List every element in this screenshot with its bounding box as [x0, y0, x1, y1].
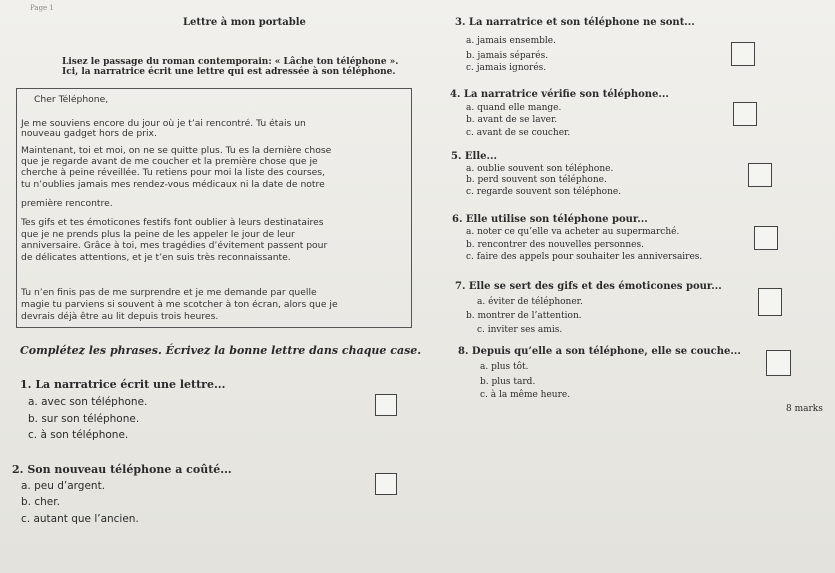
q5-option-c: c. regarde souvent son téléphone. [466, 187, 622, 197]
letter-title: Lettre à mon portable [183, 17, 306, 28]
q2-option-c: c. autant que l’ancien. [21, 513, 139, 525]
question-6: 6. Elle utilise son téléphone pour... [452, 214, 648, 225]
letter-p2-line: cherche à peine réveillée. Tu retiens pour moi la liste des courses, [21, 167, 325, 178]
q4-option-a: a. quand elle mange. [466, 103, 562, 113]
page-tag: Page 1 [30, 4, 54, 12]
question-3: 3. La narratrice et son téléphone ne sont... [455, 17, 695, 28]
question-1: 1. La narratrice écrit une lettre... [20, 378, 226, 391]
q8-option-a: a. plus tôt. [480, 362, 529, 372]
q4-option-b: b. avant de se laver. [466, 115, 558, 125]
q4-option-c: c. avant de se coucher. [466, 128, 571, 138]
q8-option-b: b. plus tard. [480, 377, 536, 387]
answer-box-8[interactable] [766, 350, 791, 376]
letter-p4-line: magie tu parviens si souvent à me scotcher à ton écran, alors que je [21, 299, 338, 310]
q5-option-a: a. oublie souvent son téléphone. [466, 164, 614, 174]
q1-option-b: b. sur son téléphone. [28, 413, 140, 425]
q5-option-b: b. perd souvent son téléphone. [466, 175, 607, 185]
answer-box-2[interactable] [375, 473, 397, 495]
q2-option-b: b. cher. [21, 496, 60, 508]
letter-p1-line: nouveau gadget hors de prix. [21, 128, 157, 139]
q7-option-c: c. inviter ses amis. [477, 325, 563, 335]
q3-option-c: c. jamais ignorés. [466, 63, 547, 73]
answer-box-6[interactable] [754, 226, 778, 250]
question-2: 2. Son nouveau téléphone a coûté... [12, 463, 232, 476]
q7-option-a: a. éviter de téléphoner. [477, 297, 583, 307]
letter-p3-line: que je ne prends plus la peine de les appeler le jour de leur [21, 229, 295, 240]
letter-p2-line: Maintenant, toi et moi, on ne se quitte plus. Tu es la dernière chose [21, 145, 332, 156]
answer-box-1[interactable] [375, 394, 397, 416]
q6-option-b: b. rencontrer des nouvelles personnes. [466, 240, 644, 250]
q3-option-b: b. jamais séparés. [466, 51, 549, 61]
letter-p1-line: Je me souviens encore du jour où je t’ai rencontré. Tu étais un [21, 118, 306, 129]
question-7: 7. Elle se sert des gifs et des émoticones pour... [455, 281, 722, 292]
question-5: 5. Elle... [451, 151, 497, 162]
q7-option-b: b. montrer de l’attention. [466, 311, 582, 321]
instruction: Complétez les phrases. Écrivez la bonne lettre dans chaque case. [20, 344, 422, 357]
intro-line-1: Lisez le passage du roman contemporain: « Lâche ton téléphone ». [62, 57, 399, 67]
answer-box-3[interactable] [731, 42, 755, 66]
marks-label: 8 marks [786, 404, 823, 414]
q8-option-c: c. à la même heure. [480, 390, 571, 400]
question-4: 4. La narratrice vérifie son téléphone... [450, 89, 669, 100]
answer-box-7[interactable] [758, 288, 782, 316]
letter-p3-line: de délicates attentions, et je t’en suis très reconnaissante. [21, 252, 291, 263]
intro-line-2: Ici, la narratrice écrit une lettre qui est adressée à son téléphone. [62, 67, 396, 77]
letter-p2-line: tu n’oublies jamais mes rendez-vous médicaux ni la date de notre [21, 179, 325, 190]
letter-salutation: Cher Téléphone, [34, 94, 109, 105]
q6-option-a: a. noter ce qu’elle va acheter au supermarché. [466, 227, 680, 237]
q2-option-a: a. peu d’argent. [21, 480, 106, 492]
q3-option-a: a. jamais ensemble. [466, 36, 556, 46]
q6-option-c: c. faire des appels pour souhaiter les anniversaires. [466, 252, 703, 262]
letter-p4-line: devrais déjà être au lit depuis trois heures. [21, 311, 219, 322]
letter-p3-line: anniversaire. Grâce à toi, mes tragédies d’évitement passent pour [21, 240, 328, 251]
q1-option-c: c. à son téléphone. [28, 429, 129, 441]
answer-box-5[interactable] [748, 163, 772, 187]
q1-option-a: a. avec son téléphone. [28, 396, 148, 408]
question-8: 8. Depuis qu’elle a son téléphone, elle se couche... [458, 346, 741, 357]
letter-p3-line: Tes gifs et tes émoticones festifs font oublier à leurs destinataires [21, 217, 324, 228]
letter-p2-line: première rencontre. [21, 198, 113, 209]
letter-p4-line: Tu n’en finis pas de me surprendre et je me demande par quelle [21, 287, 317, 298]
answer-box-4[interactable] [733, 102, 757, 126]
letter-p2-line: que je regarde avant de me coucher et la première chose que je [21, 156, 318, 167]
